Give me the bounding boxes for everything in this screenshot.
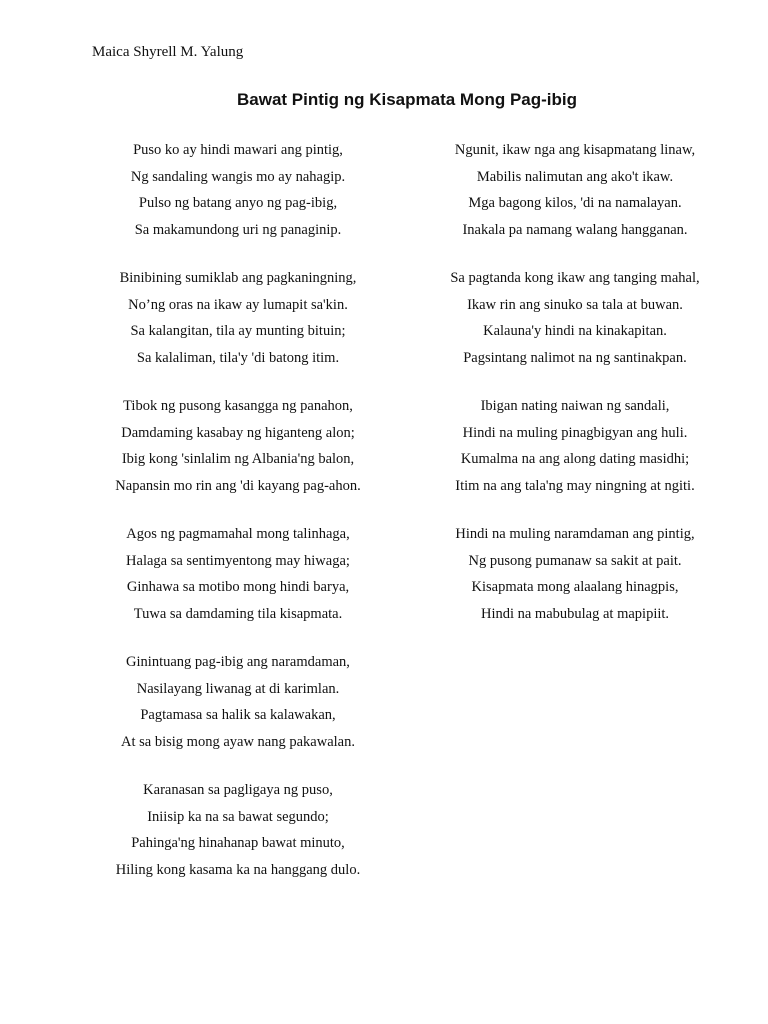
poem-line: Agos ng pagmamahal mong talinhaga, (126, 526, 350, 542)
poem-line: Hiling kong kasama ka na hanggang dulo. (115, 861, 361, 878)
stanza (410, 137, 740, 243)
stanza (410, 393, 740, 499)
poem-line: Hindi na mabubulag at mapipiit. (480, 605, 670, 622)
poem-title: Bawat Pintig ng Kisapmata Mong Pag-ibig (236, 90, 578, 109)
stanza (73, 777, 403, 883)
poem-line: At sa bisig mong ayaw nang pakawalan. (121, 733, 355, 750)
poem-line: Ginintuang pag-ibig ang naramdaman, (126, 654, 350, 670)
poem-line: Ibigan nating naiwan ng sandali, (480, 398, 670, 414)
poem-line: Hindi na muling naramdaman ang pintig, (455, 526, 695, 542)
poem-line: Napansin mo rin ang 'di kayang pag-ahon. (115, 477, 361, 494)
poem-line: Sa kalangitan, tila ay munting bituin; (130, 323, 346, 339)
stanza (73, 265, 403, 371)
poem-line: Ikaw rin ang sinuko sa tala at buwan. (467, 296, 683, 313)
poem-left-column (73, 137, 403, 905)
poem-line: Hindi na muling pinagbigyan ang huli. (462, 424, 688, 441)
poem-line: Pulso ng batang anyo ng pag-ibig, (138, 195, 338, 211)
stanza (73, 649, 403, 755)
poem-line: Itim na ang tala'ng may ningning at ngiti. (455, 477, 695, 494)
poem-line: Sa kalaliman, tila'y 'di batong itim. (136, 349, 340, 366)
stanza (73, 521, 403, 627)
poem-line: Karanasan sa pagligaya ng puso, (143, 782, 333, 798)
poem-line: Kisapmata mong alaalang hinagpis, (471, 579, 679, 595)
poem-line: Ngunit, ikaw nga ang kisapmatang linaw, (454, 142, 696, 158)
poem-line: Ng sandaling wangis mo ay nahagip. (130, 168, 346, 185)
poem-line: Iniisip ka na sa bawat segundo; (147, 808, 329, 825)
poem-line: Mga bagong kilos, 'di na namalayan. (468, 195, 682, 211)
stanza (73, 137, 403, 243)
poem-line: Kumalma na ang along dating masidhi; (460, 451, 690, 467)
poem-line: Tibok ng pusong kasangga ng panahon, (123, 398, 353, 414)
poem-line: Kalauna'y hindi na kinakapitan. (483, 323, 667, 339)
poem-line: Pagsintang nalimot na ng santinakpan. (463, 349, 687, 366)
poem-line: Sa pagtanda kong ikaw ang tanging mahal, (450, 270, 700, 286)
poem-line: Inakala pa namang walang hangganan. (462, 221, 688, 238)
poem-line: Binibining sumiklab ang pagkaningning, (119, 270, 357, 286)
poem-line: Puso ko ay hindi mawari ang pintig, (133, 142, 343, 158)
poem-line: Tuwa sa damdaming tila kisapmata. (133, 605, 343, 622)
poem-line: Ginhawa sa motibo mong hindi barya, (126, 579, 350, 595)
poem-line: Pahinga'ng hinahanap bawat minuto, (131, 835, 345, 851)
poem-line: Halaga sa sentimyentong may hiwaga; (126, 552, 350, 569)
poem-right-column (410, 137, 740, 649)
author-name: Maica Shyrell M. Yalung (92, 44, 244, 60)
stanza (73, 393, 403, 499)
poem-line: Nasilayang liwanag at di karimlan. (136, 680, 340, 697)
poem-line: Damdaming kasabay ng higanteng alon; (121, 424, 355, 441)
poem-line: Ibig kong 'sinlalim ng Albania'ng balon, (121, 451, 355, 467)
poem-line: Sa makamundong uri ng panaginip. (134, 221, 342, 238)
stanza (410, 521, 740, 627)
poem-line: Pagtamasa sa halik sa kalawakan, (140, 707, 336, 723)
poem-line: No’ng oras na ikaw ay lumapit sa'kin. (128, 296, 348, 313)
poem-line: Mabilis nalimutan ang ako't ikaw. (476, 168, 674, 185)
stanza (410, 265, 740, 371)
poem-line: Ng pusong pumanaw sa sakit at pait. (468, 552, 682, 569)
